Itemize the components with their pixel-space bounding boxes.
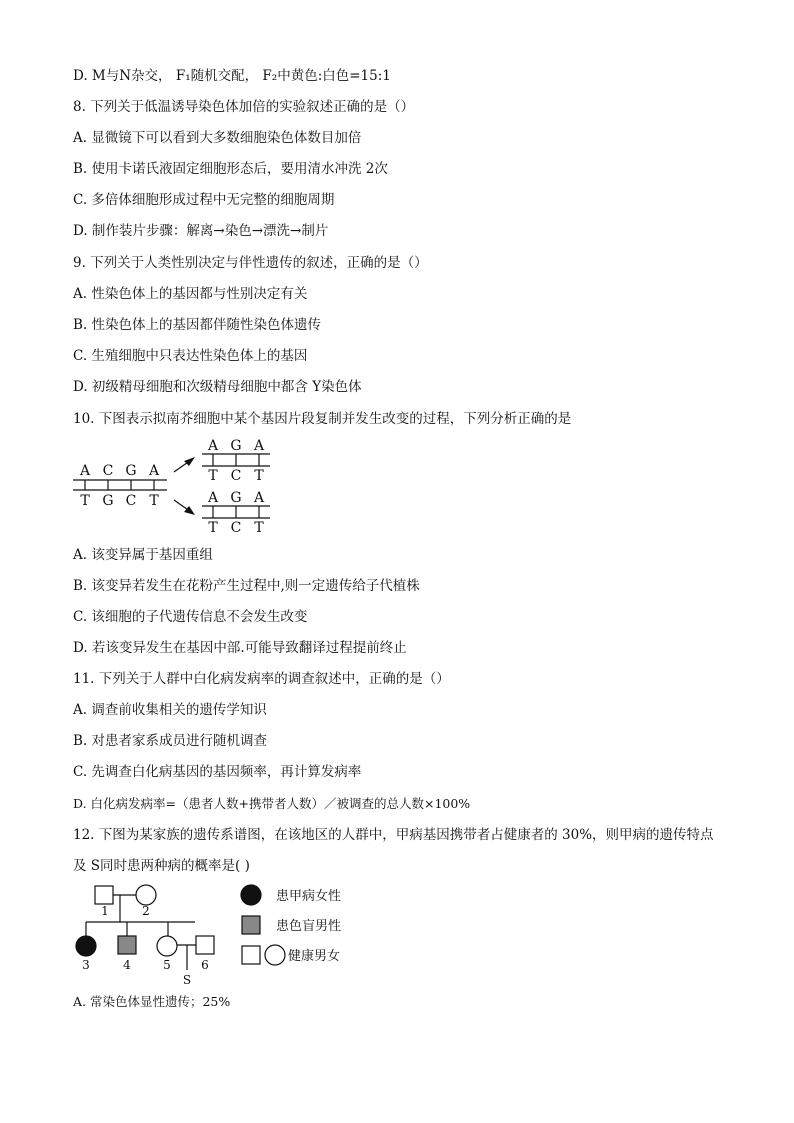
- text-line: 8. 下列关于低温诱导染色体加倍的实验叙述正确的是（）: [73, 99, 415, 115]
- text-line: A. 常染色体显性遗传；25%: [73, 994, 231, 1009]
- text-line: C. 该细胞的子代遗传信息不会发生改变: [73, 609, 308, 625]
- base-label: A: [207, 490, 219, 506]
- base-label: T: [149, 493, 159, 509]
- dna-replication-figure: [70, 432, 290, 540]
- base-label: C: [230, 520, 242, 536]
- base-label: A: [79, 463, 91, 479]
- text-line: A. 该变异属于基因重组: [73, 547, 213, 563]
- legend-label: 患色盲男性: [276, 919, 342, 934]
- text-line: B. 性染色体上的基因都伴随性染色体遗传: [73, 317, 322, 333]
- text-line: 及 S同时患两种病的概率是( ): [73, 858, 250, 874]
- base-label: A: [253, 438, 265, 454]
- individual-2-female: [136, 885, 156, 905]
- legend-label: 健康男女: [288, 949, 341, 964]
- arrow-up-icon: [184, 457, 195, 466]
- legend-healthy-female-icon: [265, 945, 285, 965]
- base-label: T: [208, 468, 218, 484]
- text-line: C. 生殖细胞中只表达性染色体上的基因: [73, 348, 308, 364]
- text-line: A. 性染色体上的基因都与性别决定有关: [73, 286, 308, 302]
- base-label: T: [80, 493, 90, 509]
- base-label: G: [230, 490, 242, 506]
- text-line: B. 对患者家系成员进行随机调查: [73, 733, 268, 749]
- legend-colorblind-male-icon: [242, 916, 260, 934]
- individual-4-colorblind-male: [118, 936, 136, 954]
- individual-label: 5: [163, 958, 171, 972]
- base-label: T: [254, 520, 264, 536]
- text-line: A. 显微镜下可以看到大多数细胞染色体数目加倍: [73, 130, 362, 146]
- text-line: A. 调查前收集相关的遗传学知识: [73, 702, 267, 718]
- text-line: 10. 下图表示拟南芥细胞中某个基因片段复制并发生改变的过程，下列分析正确的是: [73, 411, 572, 427]
- base-label: G: [125, 463, 137, 479]
- base-label: A: [207, 438, 219, 454]
- legend-label: 患甲病女性: [276, 889, 342, 904]
- individual-label: 2: [142, 904, 150, 918]
- base-label: A: [148, 463, 160, 479]
- legend-affected-female-icon: [241, 885, 261, 905]
- base-label: T: [208, 520, 218, 536]
- individual-label: 6: [201, 958, 209, 972]
- legend-healthy-male-icon: [242, 946, 260, 964]
- base-label: C: [102, 463, 114, 479]
- base-label: G: [230, 438, 242, 454]
- text-line: D. 白化病发病率=（患者人数+携带者人数）／被调查的总人数×100%: [73, 796, 471, 811]
- text-line: 9. 下列关于人类性别决定与伴性遗传的叙述，正确的是（）: [73, 255, 428, 271]
- base-label: G: [102, 493, 114, 509]
- text-line: 12. 下图为某家族的遗传系谱图，在该地区的人群中，甲病基因携带者占健康者的 30%，则甲病的遗传特点: [73, 827, 714, 843]
- base-label: T: [254, 468, 264, 484]
- text-line: C. 多倍体细胞形成过程中无完整的细胞周期: [73, 192, 335, 208]
- individual-1-male: [95, 886, 113, 904]
- individual-label: 1: [101, 904, 109, 918]
- text-line: D. 初级精母细胞和次级精母细胞中都含 Y染色体: [73, 379, 362, 395]
- base-label: C: [125, 493, 137, 509]
- text-line: C. 先调查白化病基因的基因频率，再计算发病率: [73, 764, 362, 780]
- pedigree-legend: [236, 882, 376, 968]
- text-line: D. M与N杂交， F₁随机交配， F₂中黄色:白色=15:1: [73, 68, 391, 84]
- base-label: A: [253, 490, 265, 506]
- base-label: C: [230, 468, 242, 484]
- individual-6-male: [196, 936, 214, 954]
- text-line: B. 使用卡诺氏液固定细胞形态后，要用清水冲洗 2次: [73, 161, 388, 177]
- individual-label: S: [182, 973, 192, 987]
- individual-label: 3: [82, 958, 90, 972]
- text-line: 11. 下列关于人群中白化病发病率的调查叙述中，正确的是（）: [73, 671, 450, 687]
- text-line: D. 制作装片步骤：解离→染色→漂洗→制片: [73, 223, 329, 239]
- arrow-down-icon: [184, 506, 195, 515]
- text-line: B. 该变异若发生在花粉产生过程中,则一定遗传给子代植株: [73, 578, 420, 594]
- individual-3-affected-female: [76, 936, 96, 956]
- individual-5-female: [157, 936, 177, 956]
- individual-label: 4: [123, 958, 131, 972]
- text-line: D. 若该变异发生在基因中部.可能导致翻译过程提前终止: [73, 640, 407, 656]
